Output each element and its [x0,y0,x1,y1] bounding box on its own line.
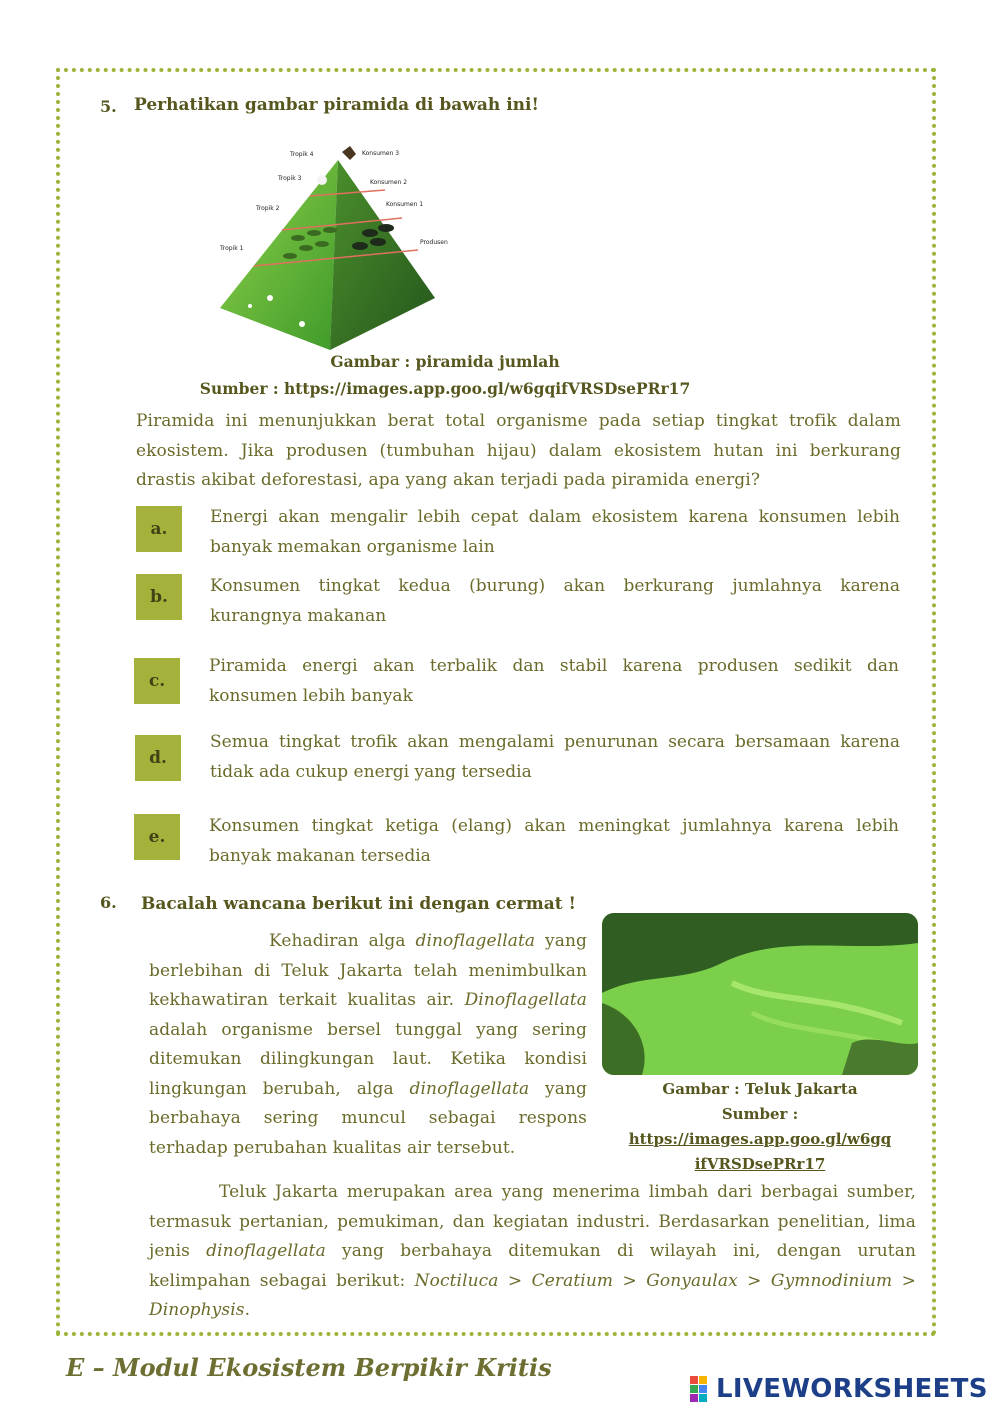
pyramid-source: Sumber : https://images.app.goo.gl/w6gqifVRSDsePRr17 [199,379,691,398]
option-a-text: Energi akan mengalir lebih cepat dalam ekosistem karena konsumen lebih banyak memakan organisme lain [210,507,900,557]
pyramid-caption: Gambar : piramida jumlah [330,352,560,371]
photo-source-link-line-2[interactable]: ifVRSDsePRr17 [694,1155,826,1173]
module-title: E – Modul Ekosistem Berpikir Kritis [66,1353,552,1382]
label-konsumen-1: Konsumen 1 [386,201,424,208]
question-5-title: Perhatikan gambar piramida di bawah ini! [134,95,539,115]
trophic-pyramid-image [210,138,450,350]
eagle-figure [342,146,356,160]
option-e-button[interactable]: e. [134,814,180,860]
question-5-number: 5. [100,97,117,116]
liveworksheets-icon [690,1376,716,1402]
pyramid-left-face [220,160,338,350]
label-tropik-1: Tropik 1 [220,245,244,252]
label-tropik-4: Tropik 4 [290,151,314,158]
reading-paragraph-1: Kehadiran alga dinoflagellata yang berlebihan di Teluk Jakarta telah menimbulkan kekhawatiran terkait kualitas air. Dinoflagellata adalah organisme bersel tunggal yang sering ditemukan dilingkungan laut. Ketika kondisi lingkungan berubah, alga dinoflagellata yang berbahaya sering muncul sebagai respons terhadap perubahan kualitas air tersebut. [149,931,587,1158]
question-6-number: 6. [100,893,117,912]
question-5-paragraph: Piramida ini menunjukkan berat total organisme pada setiap tingkat trofik dalam ekosistem. Jika produsen (tumbuhan hijau) dalam ekosistem hutan ini berkurang drastis akibat deforestasi, apa yang akan terjadi pada piramida energi? [136,411,901,490]
liveworksheets-text: LIVEWORKSHEETS [716,1374,988,1404]
option-c-button[interactable]: c. [134,658,180,704]
photo-source-link-line-1[interactable]: https://images.app.goo.gl/w6gq [628,1130,892,1148]
pyramid-right-face [330,160,435,350]
option-d-button[interactable]: d. [135,735,181,781]
label-produsen: Produsen [420,239,448,246]
option-d-text: Semua tingkat trofik akan mengalami penurunan secara bersamaan karena tidak ada cukup energi yang tersedia [210,732,900,782]
photo-caption: Gambar : Teluk Jakarta [662,1080,858,1098]
bird-figure [317,175,327,185]
option-b-text: Konsumen tingkat kedua (burung) akan berkurang jumlahnya karena kurangnya makanan [210,576,900,626]
label-tropik-3: Tropik 3 [278,175,302,182]
option-e-text: Konsumen tingkat ketiga (elang) akan meningkat jumlahnya karena lebih banyak makanan tersedia [209,816,899,866]
label-tropik-2: Tropik 2 [256,205,280,212]
option-c-text: Piramida energi akan terbalik dan stabil karena produsen sedikit dan konsumen lebih banyak [209,656,899,706]
photo-source-label: Sumber : [721,1105,799,1123]
teluk-jakarta-photo [602,913,918,1075]
label-konsumen-3: Konsumen 3 [362,150,400,157]
label-konsumen-2: Konsumen 2 [370,179,408,186]
liveworksheets-logo[interactable] [690,1374,988,1404]
option-b-button[interactable]: b. [136,574,182,620]
question-6-title: Bacalah wancana berikut ini dengan cermat ! [141,894,576,914]
option-a-button[interactable]: a. [136,506,182,552]
reading-paragraph-2: Teluk Jakarta merupakan area yang menerima limbah dari berbagai sumber, termasuk pertanian, pemukiman, dan kegiatan industri. Berdasarkan penelitian, lima jenis dinoflagellata yang berbahaya ditemukan di wilayah ini, dengan urutan kelimpahan sebagai berikut: Noctiluca > Ceratium > Gonyaulax > Gymnodinium > Dinophysis. [149,1182,916,1320]
